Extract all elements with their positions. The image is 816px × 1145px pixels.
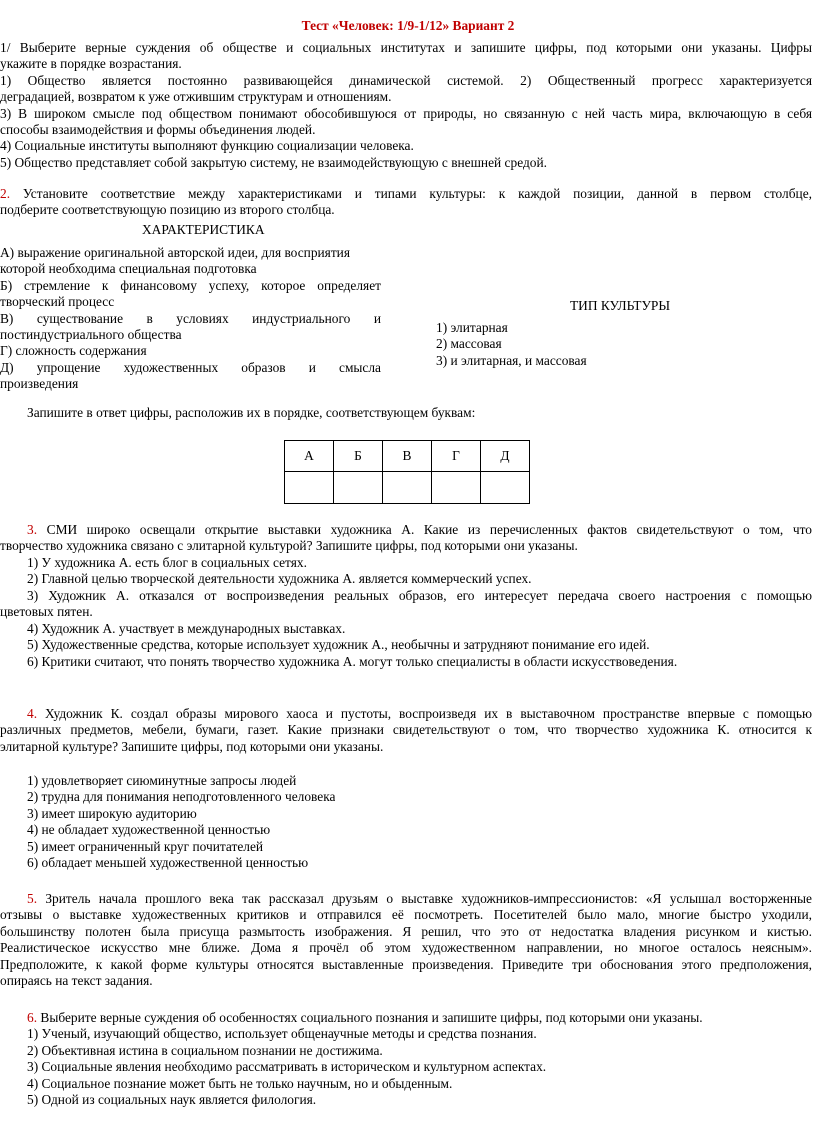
q1-item: способы взаимодействия и формы объединения людей. xyxy=(0,121,316,137)
question-1 xyxy=(0,40,812,171)
answer-input-cell[interactable] xyxy=(334,472,383,504)
q3-items xyxy=(27,555,812,604)
q1-intro-line: укажите в порядке возрастания. xyxy=(0,56,182,72)
answer-header-cell: А xyxy=(285,441,334,472)
q6-intro-text: Выберите верные суждения об особенностях социального познания и запишите цифры, под которыми они указаны. xyxy=(37,1010,703,1025)
characteristic-item: которой необходима специальная подготовка xyxy=(0,261,257,277)
answer-table-header-row xyxy=(285,441,530,472)
characteristic-item: Д) упрощение художественных образов и смысла xyxy=(0,359,381,375)
culture-type-item: 1) элитарная xyxy=(436,320,508,335)
q4-item: 6) обладает меньшей художественной ценностью xyxy=(27,855,309,871)
q4-item: 2) трудна для понимания неподготовленного человека xyxy=(27,789,336,805)
question-2 xyxy=(0,186,812,219)
answer-table-input-row xyxy=(285,472,530,504)
q3-item: 5) Художественные средства, которые использует художник А., необычны и затрудняют понимание его идей. xyxy=(27,637,650,653)
culture-type-header: ТИП КУЛЬТУРЫ xyxy=(570,298,671,313)
characteristic-item: творческий процесс xyxy=(0,294,115,310)
characteristics-list xyxy=(0,245,381,393)
q3-intro-line: творчество художника связано с элитарной культурой? Запишите цифры, под которыми они указаны. xyxy=(0,538,578,554)
answer-table xyxy=(284,440,530,504)
answer-input-cell[interactable] xyxy=(481,472,530,504)
q1-item: 4) Социальные институты выполняют функцию социализации человека. xyxy=(0,138,414,154)
q5-line xyxy=(0,891,812,907)
answer-header-cell: В xyxy=(383,441,432,472)
culture-type-item: 3) и элитарная, и массовая xyxy=(436,352,587,368)
q2-intro-text: Установите соответствие между характеристиками и типами культуры: к каждой позиции, данной в первом столбце, xyxy=(10,186,812,201)
q4-item: 1) удовлетворяет сиюминутные запросы людей xyxy=(27,773,297,788)
q3-item: 3) Художник А. отказался от воспроизведения реальных образов, его интересует передача своего настроения с помощью xyxy=(27,587,812,603)
characteristic-item: постиндустриального общества xyxy=(0,327,182,342)
q6-item: 3) Социальные явления необходимо рассматривать в историческом и культурном аспектах. xyxy=(27,1059,547,1075)
q4-intro-text: Художник К. создал образы мирового хаоса и пустоты, воспроизведя их в выставочном пространстве впервые с помощью xyxy=(37,706,812,721)
q6-number: 6. xyxy=(27,1010,38,1025)
q4-item: 3) имеет широкую аудиторию xyxy=(27,805,197,821)
q4-intro-line: элитарной культуре? Запишите цифры, под которыми они указаны. xyxy=(0,738,384,754)
q3-intro-text: СМИ широко освещали открытие выставки художника А. Какие из перечисленных фактов свидетельствуют о том, что xyxy=(37,522,812,537)
q2-intro-line: подберите соответствующую позицию из второго столбца. xyxy=(0,202,335,218)
answer-prompt: Запишите в ответ цифры, расположив их в порядке, соответствующем буквам: xyxy=(27,405,476,420)
q6-item: 2) Объективная истина в социальном познании не достижима. xyxy=(27,1042,383,1058)
question-6 xyxy=(27,1010,812,1108)
q5-line: Предположите, к какой форме культуры относятся выставленные произведения. Приведите три обоснования этого предположения, xyxy=(0,956,812,972)
q5-line: большинству полотен была присуща размытость изображения. Я решил, что это от недостатка владения рисунком и кистью. xyxy=(0,923,812,939)
characteristic-item: Г) сложность содержания xyxy=(0,343,147,359)
q3-item: 6) Критики считают, что понять творчество художника А. могут только специалисты в области искусствоведения. xyxy=(27,653,678,669)
q6-item: 5) Одной из социальных наук является филология. xyxy=(27,1092,317,1108)
answer-header-cell: Г xyxy=(432,441,481,472)
q5-line: опираясь на текст задания. xyxy=(0,972,153,988)
answer-input-cell[interactable] xyxy=(432,472,481,504)
question-4 xyxy=(0,706,812,755)
q4-number: 4. xyxy=(27,706,38,721)
q5-line: отзывы о выставке художественных критиков и отправился её посмотреть. Посетителей было мало, многие быстро уходили, xyxy=(0,907,812,923)
q2-intro-line xyxy=(0,186,812,202)
question-5 xyxy=(0,891,812,989)
characteristics-header: ХАРАКТЕРИСТИКА xyxy=(142,222,265,237)
answer-input-cell[interactable] xyxy=(285,472,334,504)
q5-line: Реалистическое искусство мне ближе. Дома я прочёл об этом художественном направлении, но многое осталось неясным». xyxy=(0,940,812,956)
characteristic-item: А) выражение оригинальной авторской идеи, для восприятия xyxy=(0,245,351,260)
answer-header-cell: Б xyxy=(334,441,383,472)
q1-item: 5) Общество представляет собой закрытую систему, не взаимодействующую с внешней средой. xyxy=(0,154,547,170)
characteristic-item: В) существование в условиях индустриального и xyxy=(0,310,381,326)
q3-item: 2) Главной целью творческой деятельности художника А. является коммерческий успех. xyxy=(27,571,532,587)
q3-number: 3. xyxy=(27,522,38,537)
q5-text: Зритель начала прошлого века так рассказал друзьям о выставке художников-импрессионистов: «Я услышал восторженные xyxy=(37,891,812,906)
q4-item: 5) имеет ограниченный круг почитателей xyxy=(27,838,264,854)
q1-item: деградацией, возвратом к уже отжившим структурам и отношениям. xyxy=(0,89,392,105)
q2-number: 2. xyxy=(0,186,11,201)
q3-item: 4) Художник А. участвует в международных выставках. xyxy=(27,621,346,636)
q4-intro-line: различных предметов, мебели, бумаги, газет. Какие признаки свидетельствуют о том, что творчество художника К. относится к xyxy=(0,722,812,738)
q1-item: 3) В широком смысле под обществом понимают обособившуюся от природы, но связанную с ней часть мира, включающую в себя xyxy=(0,105,812,121)
q6-item: 1) Ученый, изучающий общество, использует общенаучные методы и средства познания. xyxy=(27,1026,537,1042)
question-3 xyxy=(0,522,812,555)
q6-item: 4) Социальное познание может быть не только научным, но и обыденным. xyxy=(27,1075,453,1091)
q1-intro-line: 1/ Выберите верные суждения об обществе и социальных институтах и запишите цифры, под которыми они указаны. Цифры xyxy=(0,40,812,55)
characteristic-item: произведения xyxy=(0,376,79,392)
culture-type-list xyxy=(436,320,587,369)
characteristic-item: Б) стремление к финансовому успеху, которое определяет xyxy=(0,277,381,293)
q4-intro-line xyxy=(0,706,812,722)
q5-number: 5. xyxy=(27,891,38,906)
page-title: Тест «Человек: 1/9-1/12» Вариант 2 xyxy=(301,18,515,33)
q3-intro-line xyxy=(0,522,812,538)
q4-item: 4) не обладает художественной ценностью xyxy=(27,822,271,838)
q6-intro-line xyxy=(27,1010,812,1026)
q3-item: 1) У художника А. есть блог в социальных сетях. xyxy=(27,555,307,570)
answer-header-cell: Д xyxy=(481,441,530,472)
q4-items xyxy=(27,773,335,871)
answer-input-cell[interactable] xyxy=(383,472,432,504)
culture-type-item: 2) массовая xyxy=(436,336,502,352)
q1-item: 1) Общество является постоянно развивающейся динамической системой. 2) Общественный прогресс характеризуется xyxy=(0,72,812,88)
q3-items-rest xyxy=(27,621,812,670)
q3-item-continued: цветовых пятен. xyxy=(0,604,93,619)
